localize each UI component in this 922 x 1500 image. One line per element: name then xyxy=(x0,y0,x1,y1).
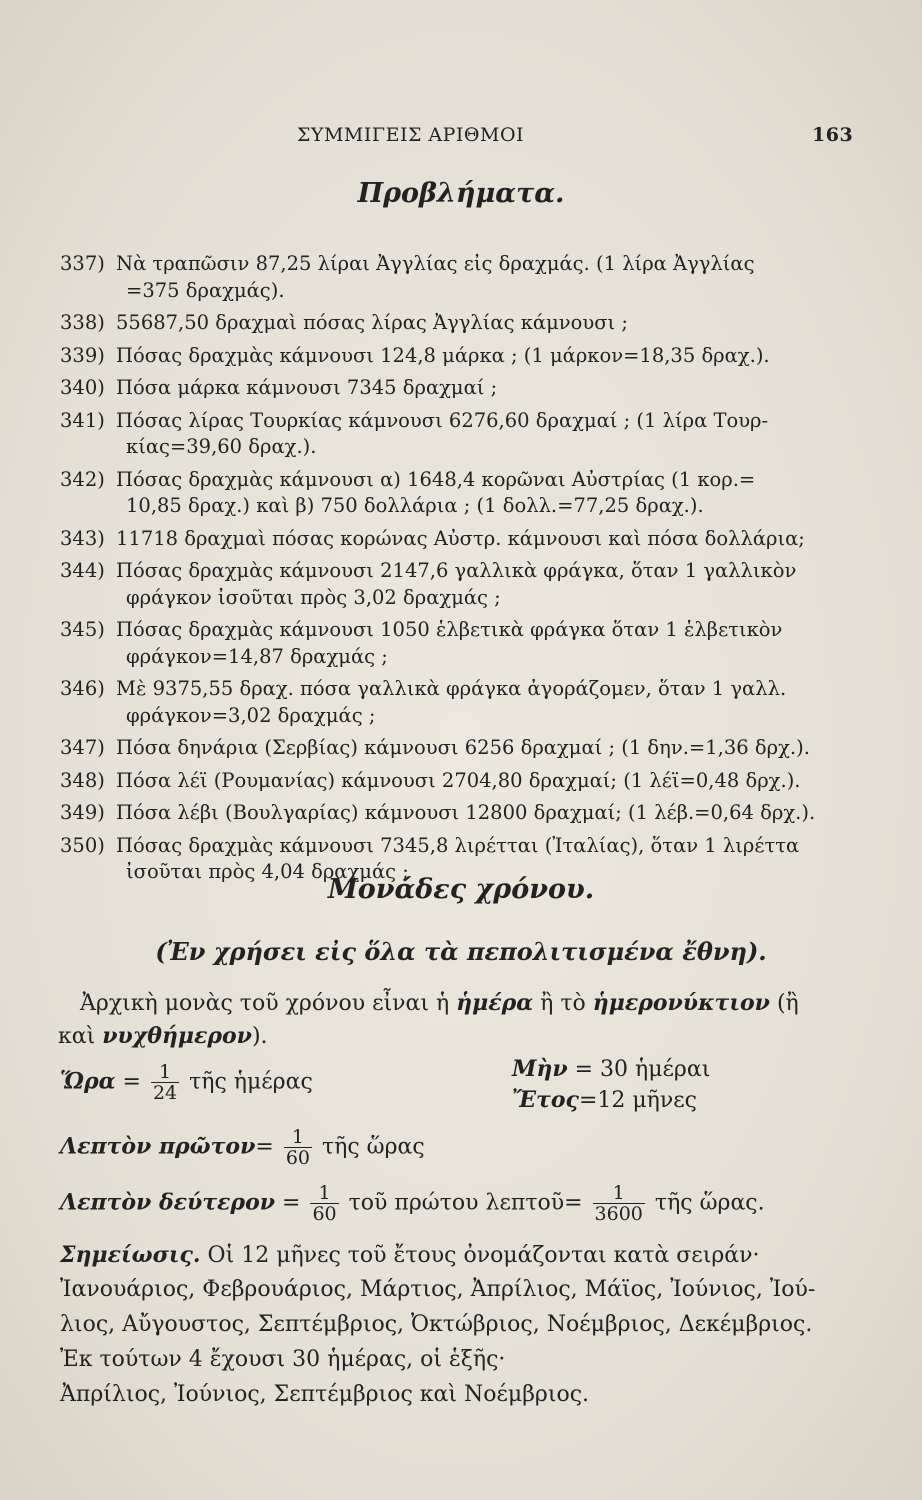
problem-text: Νὰ τραπῶσιν 87,25 λίραι Ἀγγλίας εἰς δραχμάς. (1 λίρα Ἀγγλίας xyxy=(116,252,755,275)
problem-item xyxy=(60,800,855,827)
second-rest: τῆς ὥρας. xyxy=(654,1190,765,1216)
problem-number: 341) xyxy=(60,408,105,432)
note-line-5: Ἀπρίλιος, Ἰούνιος, Σεπτέμβριος καὶ Νοέμβριος. xyxy=(60,1382,590,1407)
minute-rest: τῆς ὥρας xyxy=(322,1134,425,1160)
minute-denominator: 60 xyxy=(285,1147,310,1169)
problem-text: Πόσα μάρκα κάμνουσι 7345 δραχμαί ; xyxy=(116,376,498,399)
problem-continuation: =375 δραχμάς). xyxy=(126,278,285,302)
month-definition xyxy=(512,1056,710,1082)
problem-text: 55687,50 δραχμαὶ πόσας λίρας Ἀγγλίας κάμνουσι ; xyxy=(116,311,628,334)
problem-item xyxy=(60,310,855,337)
problem-item xyxy=(60,617,855,670)
time-units-title: Μονάδες χρόνου. xyxy=(327,874,595,905)
intro-term-day: ἡμέρα xyxy=(456,990,534,1016)
second-numerator-1: 1 xyxy=(310,1183,338,1204)
problem-item xyxy=(60,467,855,520)
time-units-subtitle: (Ἐν χρήσει εἰς ὅλα τὰ πεπολιτισμένα ἔθνη). xyxy=(155,937,767,966)
minute-fraction xyxy=(284,1127,312,1168)
second-numerator-2: 1 xyxy=(593,1183,645,1204)
problem-text: Μὲ 9375,55 δραχ. πόσα γαλλικὰ φράγκα ἀγοράζομεν, ὅταν 1 γαλλ. xyxy=(116,677,787,700)
problem-item xyxy=(60,343,855,370)
year-definition xyxy=(512,1087,697,1113)
problem-continuation: φράγκον ἰσοῦται πρὸς 3,02 δραχμάς ; xyxy=(126,585,501,609)
note-text-1: Οἱ 12 μῆνες τοῦ ἔτους ὀνομάζονται κατὰ σειράν· xyxy=(207,1243,760,1268)
hour-definition: Ὥρα = $\frac{1}{24}$ τῆς ἡμέρας xyxy=(60,1061,313,1104)
hour-rest: τῆς ἡμέρας xyxy=(189,1069,313,1095)
problem-number: 349) xyxy=(60,801,105,824)
minute-numerator: 1 xyxy=(284,1127,312,1148)
problem-item xyxy=(60,251,855,304)
problem-text: Πόσας λίρας Τουρκίας κάμνουσι 6276,60 δραχμαί ; (1 λίρα Τουρ- xyxy=(116,408,769,432)
note-line-3: λιος, Αὔγουστος, Σεπτέμβριος, Ὀκτώβριος, Νοέμβριος, Δεκέμβριος. xyxy=(60,1312,813,1337)
second-definition: Λεπτὸν δεύτερον = $\frac{1}{60}$ τοῦ πρώτου λεπτοῦ= $\frac{1}{3600}$ τῆς ὥρας. xyxy=(60,1182,765,1225)
section-title: Προβλήματα. xyxy=(357,178,565,209)
problem-number: 350) xyxy=(60,833,105,857)
problem-number: 343) xyxy=(60,526,105,550)
problem-text: Πόσας δραχμὰς κάμνουσι 7345,8 λιρέτται (Ἰταλίας), ὅταν 1 λιρέττα xyxy=(116,833,800,857)
problem-text: 11718 δραχμαὶ πόσας κορώνας Αὐστρ. κάμνουσι καὶ πόσα δολλάρια; xyxy=(116,526,805,550)
note-line-2: Ἰανουάριος, Φεβρουάριος, Μάρτιος, Ἀπρίλιος, Μάϊος, Ἰούνιος, Ἰού- xyxy=(60,1277,816,1302)
intro-term-nychthimeron: νυχθήμερον xyxy=(102,1023,252,1049)
problem-number: 348) xyxy=(60,768,105,792)
problem-text: Πόσας δραχμὰς κάμνουσι 2147,6 γαλλικὰ φράγκα, ὅταν 1 γαλλικὸν xyxy=(116,559,797,582)
intro-text-a: Ἀρχικὴ μονὰς τοῦ χρόνου εἶναι ἡ xyxy=(80,991,450,1016)
problem-continuation: φράγκον=14,87 δραχμάς ; xyxy=(126,644,388,668)
year-rest: =12 μῆνες xyxy=(578,1088,697,1113)
second-label: Λεπτὸν δεύτερον xyxy=(60,1189,276,1216)
problem-item xyxy=(60,526,855,553)
problem-text: Πόσα λέβι (Βουλγαρίας) κάμνουσι 12800 δραχμαί; (1 λέβ.=0,64 δρχ.). xyxy=(116,801,816,824)
month-rest: = 30 ἡμέραι xyxy=(574,1057,711,1082)
problem-item xyxy=(60,676,855,729)
page-number: 163 xyxy=(812,124,854,146)
problem-number: 337) xyxy=(60,252,105,275)
minute-definition: Λεπτὸν πρῶτον= $\frac{1}{60}$ τῆς ὥρας xyxy=(60,1126,425,1169)
intro2-text-a: καὶ xyxy=(58,1024,96,1049)
intro-line-2 xyxy=(58,1023,268,1049)
problem-number: 344) xyxy=(60,559,105,582)
second-mid: τοῦ πρώτου λεπτοῦ= xyxy=(348,1190,583,1216)
second-denominator-1: 60 xyxy=(312,1203,337,1225)
problem-item xyxy=(60,735,855,762)
problem-continuation: 10,85 δραχ.) καὶ β) 750 δολλάρια ; (1 δολλ.=77,25 δραχ.). xyxy=(126,494,704,517)
second-fraction-2 xyxy=(593,1183,645,1224)
problem-text: Πόσας δραχμὰς κάμνουσι 124,8 μάρκα ; (1 μάρκον=18,35 δραχ.). xyxy=(116,343,770,367)
problem-item xyxy=(60,375,855,402)
problem-number: 339) xyxy=(60,343,105,367)
hour-label: Ὥρα xyxy=(60,1068,116,1095)
minute-label: Λεπτὸν πρῶτον xyxy=(60,1133,256,1160)
hour-fraction xyxy=(151,1062,179,1103)
problem-number: 342) xyxy=(60,467,105,491)
second-fraction-1 xyxy=(310,1183,338,1224)
problem-continuation: φράγκον=3,02 δραχμάς ; xyxy=(126,703,376,727)
problem-text: Πόσας δραχμὰς κάμνουσι α) 1648,4 κορῶναι Αὐστρίας (1 κορ.= xyxy=(116,467,756,491)
note-line-1 xyxy=(60,1242,759,1268)
problem-continuation: κίας=39,60 δραχ.). xyxy=(126,435,317,458)
intro-term-daynight: ἡμερονύκτιον xyxy=(592,990,770,1016)
problem-item xyxy=(60,408,855,461)
problem-number: 347) xyxy=(60,736,105,759)
problem-continuation: ἰσοῦται πρὸς 4,04 δραχμάς ; xyxy=(126,860,409,883)
hour-numerator: 1 xyxy=(151,1062,179,1083)
problem-text: Πόσας δραχμὰς κάμνουσι 1050 ἑλβετικὰ φράγκα ὅταν 1 ἑλβετικὸν xyxy=(116,618,783,641)
month-label: Μὴν xyxy=(512,1056,568,1082)
intro2-text-c: ). xyxy=(251,1024,268,1049)
intro-line-1 xyxy=(80,990,799,1016)
running-title: ΣΥΜΜΙΓΕΙΣ ΑΡΙΘΜΟΙ xyxy=(297,124,525,146)
problem-number: 340) xyxy=(60,376,105,399)
second-denominator-2: 3600 xyxy=(594,1203,643,1225)
note-line-4: Ἐκ τούτων 4 ἔχουσι 30 ἡμέρας, οἱ ἑξῆς· xyxy=(60,1347,506,1372)
year-label: Ἔτος xyxy=(512,1087,579,1113)
problem-item xyxy=(60,768,855,795)
hour-denominator: 24 xyxy=(152,1082,178,1104)
problem-item xyxy=(60,558,855,611)
problem-text: Πόσα δηνάρια (Σερβίας) κάμνουσι 6256 δραχμαί ; (1 δην.=1,36 δρχ.). xyxy=(116,736,810,759)
note-label: Σημείωσις. xyxy=(60,1242,201,1268)
intro-text-c: ἢ τὸ xyxy=(540,991,586,1016)
problem-number: 345) xyxy=(60,618,105,641)
intro-text-e: (ἢ xyxy=(776,991,799,1016)
problem-text: Πόσα λέϊ (Ρουμανίας) κάμνουσι 2704,80 δραχμαί; (1 λέϊ=0,48 δρχ.). xyxy=(116,768,801,792)
problem-number: 338) xyxy=(60,311,105,334)
problem-list xyxy=(60,251,855,892)
problem-number: 346) xyxy=(60,677,105,700)
